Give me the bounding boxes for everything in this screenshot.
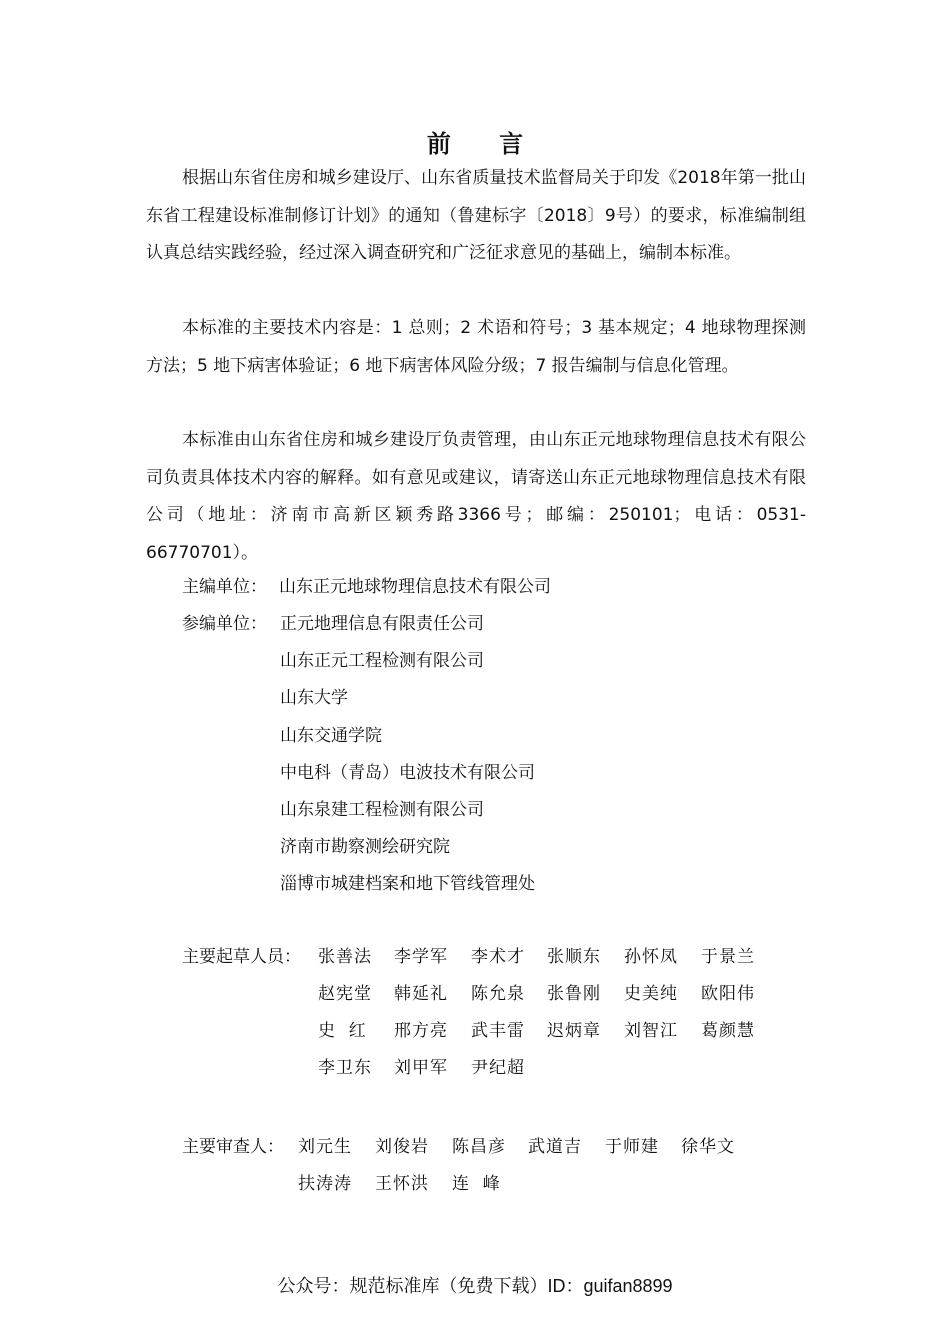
drafter-name: 史美纯 bbox=[624, 984, 678, 1004]
drafter-name: 韩延礼 bbox=[394, 984, 448, 1004]
drafter-name: 张善法 bbox=[318, 947, 372, 967]
drafter-name: 史 红 bbox=[318, 1021, 367, 1041]
drafter-name: 尹纪超 bbox=[471, 1058, 525, 1078]
footer-watermark-text: 公众号：规范标准库（免费下载）ID：guifan8899 bbox=[277, 1276, 673, 1296]
participating-unit: 山东交通学院 bbox=[280, 726, 382, 746]
reviewer-name: 于师建 bbox=[605, 1137, 659, 1157]
intro-paragraph-3 bbox=[146, 422, 806, 572]
drafters-label: 主要起草人员： bbox=[182, 947, 301, 967]
paragraph-text: 本标准的主要技术内容是：1 总则；2 术语和符号；3 基本规定；4 地球物理探测方法；5 地下病害体验证；6 地下病害体风险分级；7 报告编制与信息化管理。 bbox=[146, 318, 806, 376]
drafter-name: 武丰雷 bbox=[471, 1021, 525, 1041]
drafter-name: 赵宪堂 bbox=[318, 984, 372, 1004]
reviewer-name: 武道吉 bbox=[528, 1137, 582, 1157]
drafter-name: 于景兰 bbox=[701, 947, 755, 967]
reviewer-name: 扶涛涛 bbox=[298, 1174, 352, 1194]
intro-paragraph-1 bbox=[146, 160, 806, 273]
reviewer-name: 刘元生 bbox=[298, 1137, 352, 1157]
drafter-name: 刘甲军 bbox=[394, 1058, 448, 1078]
paragraph-text: 根据山东省住房和城乡建设厅、山东省质量技术监督局关于印发《2018年第一批山东省工程建设标准制修订计划》的通知（鲁建标字〔2018〕9号）的要求，标准编制组认真总结实践经验，经过深入调查研究和广泛征求意见的基础上，编制本标准。 bbox=[146, 168, 806, 263]
reviewer-name: 徐华文 bbox=[681, 1137, 735, 1157]
drafter-name: 欧阳伟 bbox=[701, 984, 755, 1004]
participating-unit: 山东大学 bbox=[280, 688, 348, 708]
reviewers-label: 主要审查人： bbox=[182, 1137, 284, 1157]
participating-unit: 济南市勘察测绘研究院 bbox=[280, 837, 450, 857]
drafter-name: 李卫东 bbox=[318, 1058, 372, 1078]
participating-unit: 山东正元工程检测有限公司 bbox=[280, 651, 484, 671]
reviewer-name: 王怀洪 bbox=[375, 1174, 429, 1194]
drafter-name: 张鲁刚 bbox=[547, 984, 601, 1004]
participating-unit: 中电科（青岛）电波技术有限公司 bbox=[280, 763, 535, 783]
drafter-name: 邢方亮 bbox=[394, 1021, 448, 1041]
chief-unit-name: 山东正元地球物理信息技术有限公司 bbox=[279, 577, 551, 597]
chief-unit-label: 主编单位： bbox=[182, 577, 267, 597]
paragraph-text: 本标准由山东省住房和城乡建设厅负责管理，由山东正元地球物理信息技术有限公司负责具体技术内容的解释。如有意见或建议，请寄送山东正元地球物理信息技术有限公司（地址：济南市高新区颖秀路3366号；邮编：250101；电话：0531-66770701）。 bbox=[146, 430, 806, 563]
drafter-name: 张顺东 bbox=[547, 947, 601, 967]
drafter-name: 葛颜慧 bbox=[701, 1021, 755, 1041]
chief-unit-row bbox=[182, 569, 551, 606]
drafter-name: 李术才 bbox=[471, 947, 525, 967]
drafter-name: 迟炳章 bbox=[547, 1021, 601, 1041]
participating-unit: 山东泉建工程检测有限公司 bbox=[280, 800, 484, 820]
reviewer-name: 陈昌彦 bbox=[452, 1137, 506, 1157]
drafter-name: 陈允泉 bbox=[471, 984, 525, 1004]
participating-unit: 淄博市城建档案和地下管线管理处 bbox=[280, 874, 535, 894]
intro-paragraph-2 bbox=[146, 310, 806, 385]
participating-unit: 正元地理信息有限责任公司 bbox=[280, 614, 484, 634]
participating-units-label-row bbox=[182, 606, 279, 643]
drafter-name: 李学军 bbox=[394, 947, 448, 967]
reviewer-name: 刘俊岩 bbox=[375, 1137, 429, 1157]
drafter-name: 刘智江 bbox=[624, 1021, 678, 1041]
participating-units-label: 参编单位： bbox=[182, 614, 267, 634]
page-title: 前 言 bbox=[426, 130, 544, 158]
drafter-name: 孙怀凤 bbox=[624, 947, 678, 967]
reviewer-name: 连 峰 bbox=[452, 1174, 501, 1194]
